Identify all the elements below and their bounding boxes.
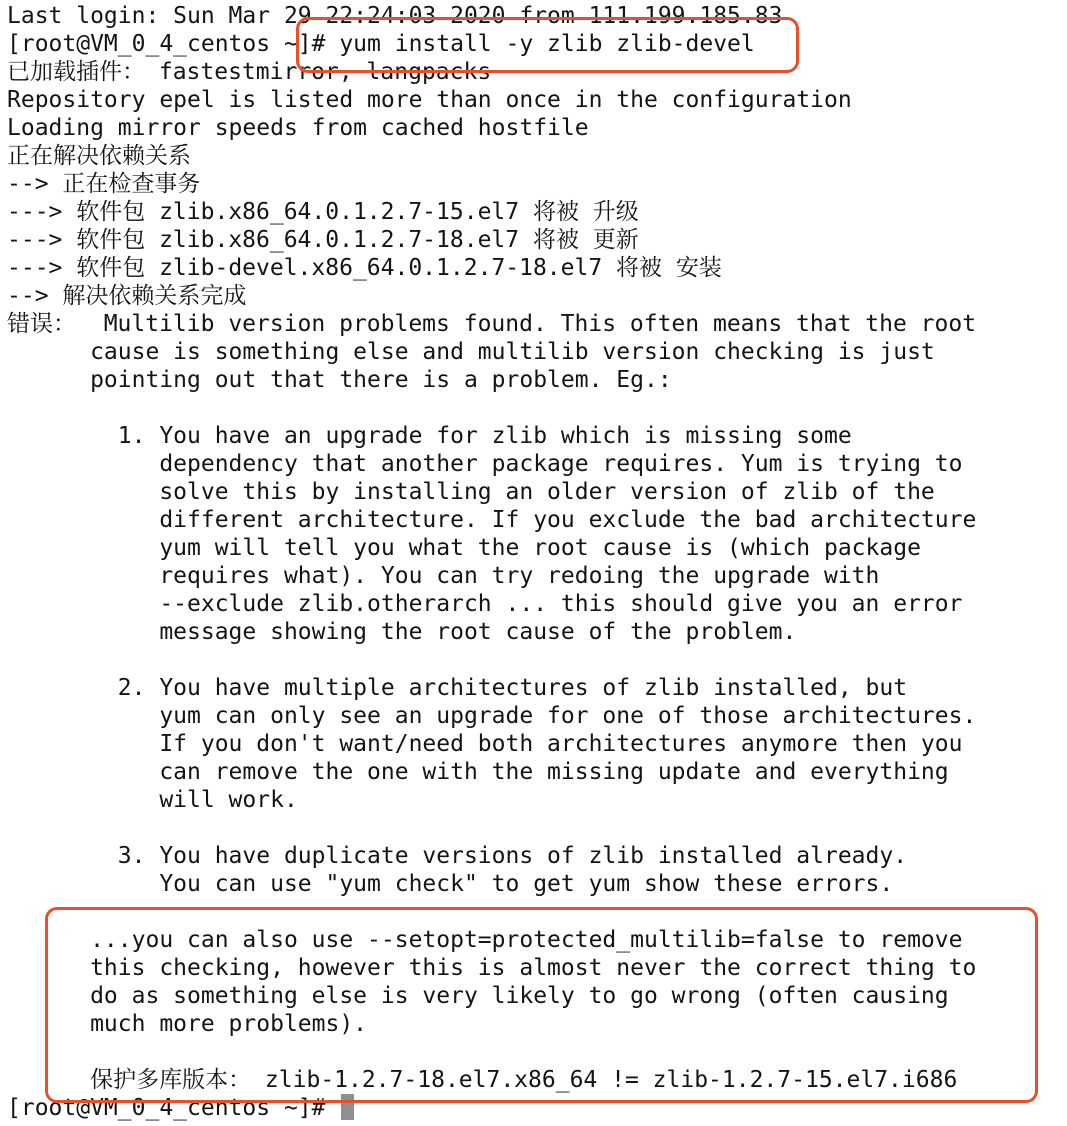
terminal-line: Repository epel is listed more than once in the configuration bbox=[7, 87, 852, 113]
terminal-line bbox=[7, 898, 1062, 926]
terminal-line: message showing the root cause of the problem. bbox=[7, 619, 797, 645]
terminal-line bbox=[7, 1038, 1062, 1066]
terminal-line: different architecture. If you exclude the bad architecture bbox=[7, 507, 977, 533]
terminal-line: 已加载插件： fastestmirror, langpacks bbox=[7, 59, 492, 85]
terminal-line: ---> 软件包 zlib.x86_64.0.1.2.7-15.el7 将被 升级 bbox=[7, 199, 639, 225]
terminal-line: If you don't want/need both architectures anymore then you bbox=[7, 731, 963, 757]
command-line: [root@VM_0_4_centos ~]# yum install -y zlib zlib-devel bbox=[7, 31, 755, 57]
terminal-line bbox=[7, 646, 1062, 674]
terminal-line: solve this by installing an older version of zlib of the bbox=[7, 479, 935, 505]
notice-line: ...you can also use --setopt=protected_multilib=false to remove bbox=[7, 927, 963, 953]
notice-line: much more problems). bbox=[7, 1011, 368, 1037]
terminal-line: --> 正在检查事务 bbox=[7, 171, 201, 197]
terminal-line: requires what). You can try redoing the upgrade with bbox=[7, 563, 880, 589]
error-line: 错误： Multilib version problems found. This often means that the root bbox=[7, 311, 977, 337]
terminal-line: 2. You have multiple architectures of zlib installed, but bbox=[7, 675, 908, 701]
text-cursor bbox=[341, 1094, 354, 1120]
terminal-line: Last login: Sun Mar 29 22:24:03 2020 from 111.199.185.83 bbox=[7, 3, 783, 29]
notice-line: do as something else is very likely to go wrong (often causing bbox=[7, 983, 949, 1009]
error-line: cause is something else and multilib version checking is just bbox=[7, 339, 935, 365]
shell-prompt: [root@VM_0_4_centos ~]# bbox=[7, 1095, 340, 1121]
terminal-line: yum will tell you what the root cause is (which package bbox=[7, 535, 921, 561]
terminal-line bbox=[7, 394, 1062, 422]
terminal-line: 1. You have an upgrade for zlib which is missing some bbox=[7, 423, 852, 449]
terminal-line: --> 解决依赖关系完成 bbox=[7, 283, 247, 309]
terminal-line: will work. bbox=[7, 787, 298, 813]
terminal-line: 3. You have duplicate versions of zlib installed already. bbox=[7, 843, 908, 869]
terminal-line: ---> 软件包 zlib-devel.x86_64.0.1.2.7-18.el7 将被 安装 bbox=[7, 255, 722, 281]
notice-line: this checking, however this is almost never the correct thing to bbox=[7, 955, 977, 981]
terminal-line: Loading mirror speeds from cached hostfile bbox=[7, 115, 589, 141]
notice-line: 保护多库版本： zlib-1.2.7-18.el7.x86_64 != zlib-1.2.7-15.el7.i686 bbox=[7, 1067, 958, 1093]
terminal-line: You can use "yum check" to get yum show these errors. bbox=[7, 871, 894, 897]
terminal-line: dependency that another package requires. Yum is trying to bbox=[7, 451, 963, 477]
terminal-line bbox=[7, 814, 1062, 842]
terminal-line: can remove the one with the missing update and everything bbox=[7, 759, 949, 785]
terminal-line: ---> 软件包 zlib.x86_64.0.1.2.7-18.el7 将被 更新 bbox=[7, 227, 639, 253]
terminal-line: 正在解决依赖关系 bbox=[7, 143, 191, 169]
terminal-line: --exclude zlib.otherarch ... this should give you an error bbox=[7, 591, 963, 617]
prompt-line[interactable] bbox=[7, 1094, 1062, 1122]
terminal-line: yum can only see an upgrade for one of those architectures. bbox=[7, 703, 977, 729]
error-line: pointing out that there is a problem. Eg.: bbox=[7, 367, 672, 393]
terminal-output[interactable] bbox=[7, 2, 1062, 1122]
